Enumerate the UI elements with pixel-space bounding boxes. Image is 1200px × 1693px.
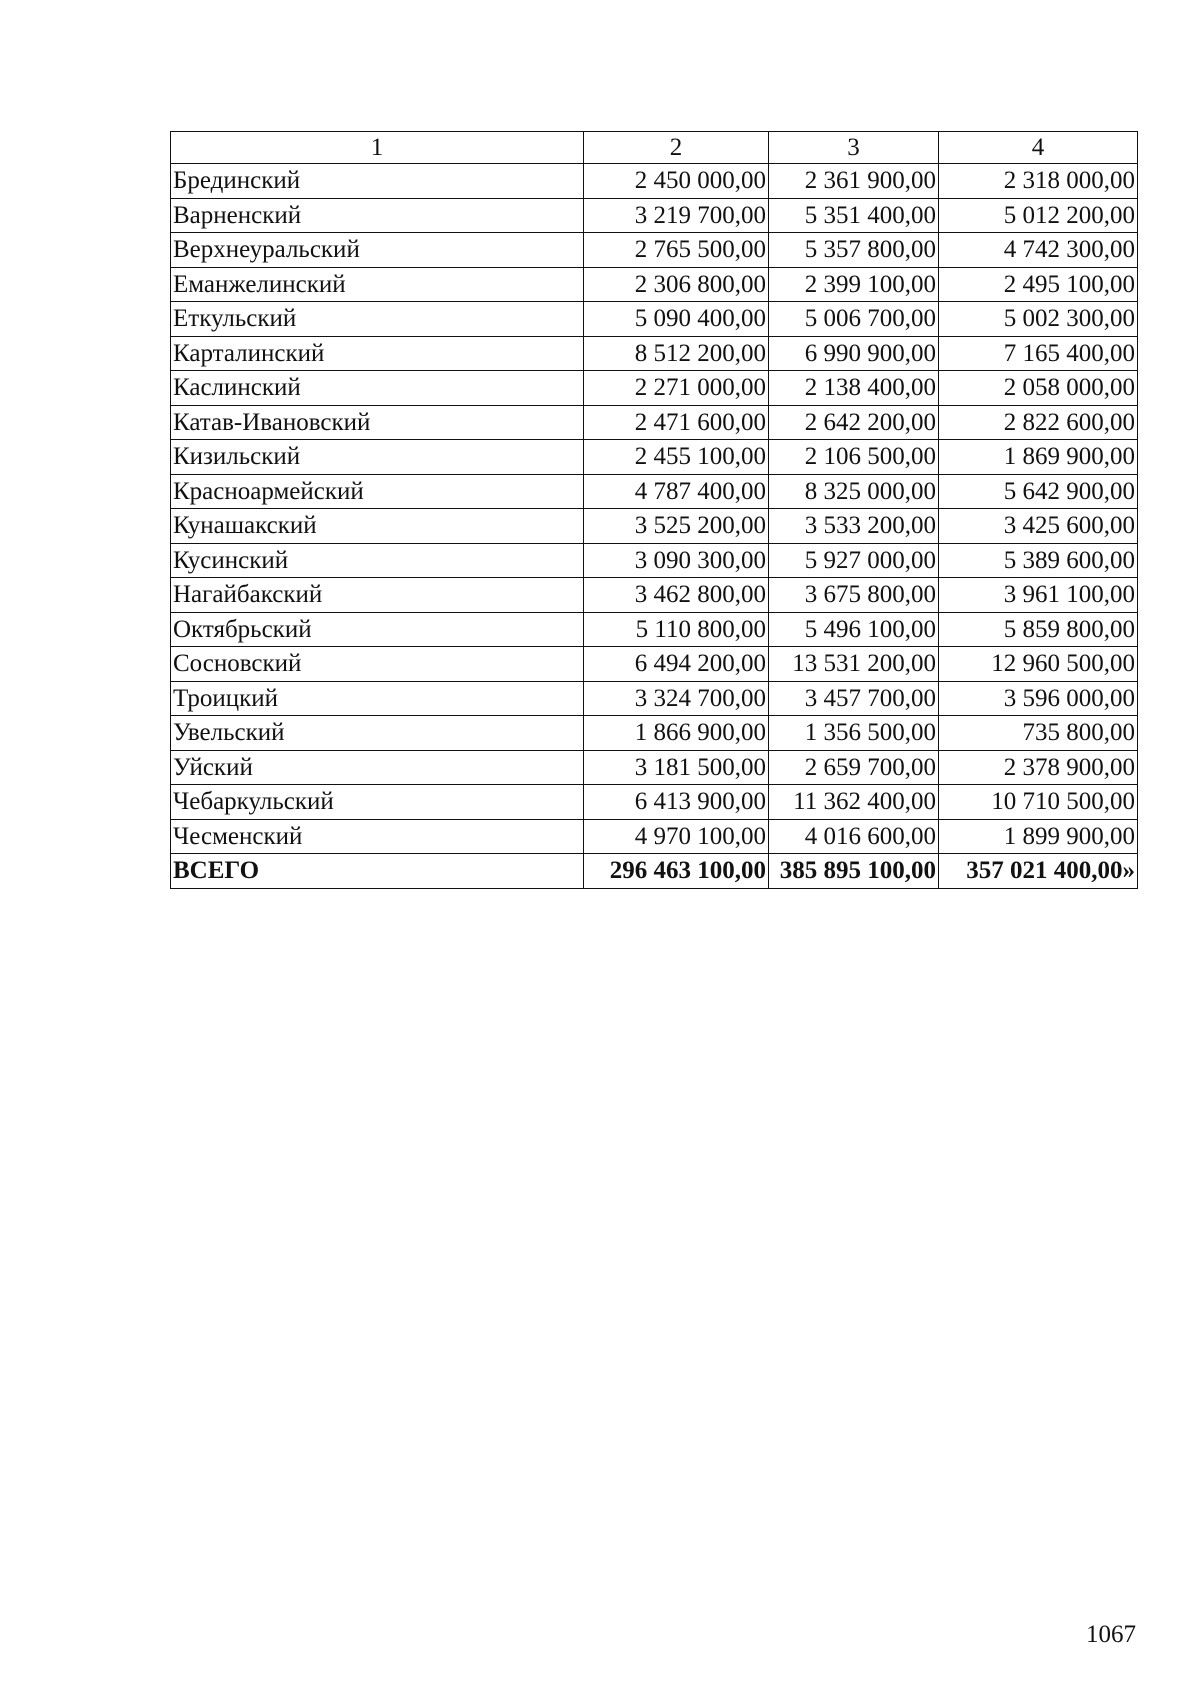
column-header-1: 1 bbox=[171, 132, 584, 164]
page-number: 1067 bbox=[1086, 1621, 1136, 1648]
header-row bbox=[171, 132, 1138, 164]
value-col-3: 5 351 400,00 bbox=[769, 198, 939, 233]
value-col-2: 3 462 800,00 bbox=[584, 578, 769, 613]
value-col-2: 2 306 800,00 bbox=[584, 267, 769, 302]
district-name: Каслинский bbox=[171, 371, 584, 406]
value-col-2: 5 090 400,00 bbox=[584, 302, 769, 337]
value-col-4: 2 318 000,00 bbox=[939, 164, 1138, 199]
value-col-3: 11 362 400,00 bbox=[769, 785, 939, 820]
value-col-3: 8 325 000,00 bbox=[769, 474, 939, 509]
total-col-2: 296 463 100,00 bbox=[584, 854, 769, 889]
district-name: Катав-Ивановский bbox=[171, 405, 584, 440]
district-name: Уйский bbox=[171, 750, 584, 785]
table-row bbox=[171, 302, 1138, 337]
value-col-4: 3 961 100,00 bbox=[939, 578, 1138, 613]
value-col-4: 3 596 000,00 bbox=[939, 681, 1138, 716]
value-col-2: 5 110 800,00 bbox=[584, 612, 769, 647]
column-header-3: 3 bbox=[769, 132, 939, 164]
district-name: Октябрьский bbox=[171, 612, 584, 647]
district-name: Чебаркульский bbox=[171, 785, 584, 820]
district-name: Верхнеуральский bbox=[171, 233, 584, 268]
value-col-3: 2 138 400,00 bbox=[769, 371, 939, 406]
district-name: Еткульский bbox=[171, 302, 584, 337]
value-col-4: 1 869 900,00 bbox=[939, 440, 1138, 475]
value-col-3: 5 927 000,00 bbox=[769, 543, 939, 578]
value-col-3: 3 533 200,00 bbox=[769, 509, 939, 544]
value-col-4: 5 012 200,00 bbox=[939, 198, 1138, 233]
value-col-2: 3 219 700,00 bbox=[584, 198, 769, 233]
table-row bbox=[171, 543, 1138, 578]
value-col-2: 2 455 100,00 bbox=[584, 440, 769, 475]
value-col-2: 1 866 900,00 bbox=[584, 716, 769, 751]
value-col-3: 5 496 100,00 bbox=[769, 612, 939, 647]
value-col-2: 6 413 900,00 bbox=[584, 785, 769, 820]
total-col-3: 385 895 100,00 bbox=[769, 854, 939, 889]
value-col-2: 4 787 400,00 bbox=[584, 474, 769, 509]
value-col-3: 4 016 600,00 bbox=[769, 819, 939, 854]
district-name: Троицкий bbox=[171, 681, 584, 716]
value-col-4: 5 389 600,00 bbox=[939, 543, 1138, 578]
table-row bbox=[171, 750, 1138, 785]
value-col-3: 2 361 900,00 bbox=[769, 164, 939, 199]
district-name: Сосновский bbox=[171, 647, 584, 682]
table-row bbox=[171, 578, 1138, 613]
value-col-3: 2 106 500,00 bbox=[769, 440, 939, 475]
value-col-3: 5 357 800,00 bbox=[769, 233, 939, 268]
value-col-3: 6 990 900,00 bbox=[769, 336, 939, 371]
table-row bbox=[171, 267, 1138, 302]
total-label: ВСЕГО bbox=[171, 854, 584, 889]
table-row bbox=[171, 164, 1138, 199]
table-row bbox=[171, 198, 1138, 233]
table-row bbox=[171, 336, 1138, 371]
district-name: Еманжелинский bbox=[171, 267, 584, 302]
value-col-2: 2 471 600,00 bbox=[584, 405, 769, 440]
table-row bbox=[171, 405, 1138, 440]
district-name: Красноармейский bbox=[171, 474, 584, 509]
budget-table bbox=[170, 131, 1138, 889]
district-name: Кизильский bbox=[171, 440, 584, 475]
value-col-4: 1 899 900,00 bbox=[939, 819, 1138, 854]
value-col-3: 13 531 200,00 bbox=[769, 647, 939, 682]
table-row bbox=[171, 371, 1138, 406]
value-col-2: 3 181 500,00 bbox=[584, 750, 769, 785]
value-col-2: 2 450 000,00 bbox=[584, 164, 769, 199]
table-row bbox=[171, 647, 1138, 682]
column-header-2: 2 bbox=[584, 132, 769, 164]
table-row bbox=[171, 440, 1138, 475]
value-col-3: 5 006 700,00 bbox=[769, 302, 939, 337]
value-col-4: 2 058 000,00 bbox=[939, 371, 1138, 406]
district-name: Нагайбакский bbox=[171, 578, 584, 613]
table-row bbox=[171, 509, 1138, 544]
value-col-4: 12 960 500,00 bbox=[939, 647, 1138, 682]
table-row bbox=[171, 785, 1138, 820]
value-col-2: 2 271 000,00 bbox=[584, 371, 769, 406]
district-name: Чесменский bbox=[171, 819, 584, 854]
value-col-4: 10 710 500,00 bbox=[939, 785, 1138, 820]
value-col-4: 2 822 600,00 bbox=[939, 405, 1138, 440]
value-col-2: 3 090 300,00 bbox=[584, 543, 769, 578]
district-name: Кунашакский bbox=[171, 509, 584, 544]
district-name: Увельский bbox=[171, 716, 584, 751]
value-col-4: 2 495 100,00 bbox=[939, 267, 1138, 302]
value-col-3: 2 399 100,00 bbox=[769, 267, 939, 302]
table-row bbox=[171, 474, 1138, 509]
value-col-3: 3 457 700,00 bbox=[769, 681, 939, 716]
value-col-4: 5 642 900,00 bbox=[939, 474, 1138, 509]
value-col-2: 3 525 200,00 bbox=[584, 509, 769, 544]
table-row bbox=[171, 716, 1138, 751]
district-name: Кусинский bbox=[171, 543, 584, 578]
table-row bbox=[171, 233, 1138, 268]
value-col-4: 3 425 600,00 bbox=[939, 509, 1138, 544]
column-header-4: 4 bbox=[939, 132, 1138, 164]
value-col-2: 4 970 100,00 bbox=[584, 819, 769, 854]
total-row bbox=[171, 854, 1138, 889]
value-col-4: 5 859 800,00 bbox=[939, 612, 1138, 647]
district-name: Карталинский bbox=[171, 336, 584, 371]
value-col-2: 8 512 200,00 bbox=[584, 336, 769, 371]
value-col-4: 5 002 300,00 bbox=[939, 302, 1138, 337]
total-col-4: 357 021 400,00» bbox=[939, 854, 1138, 889]
table-row bbox=[171, 612, 1138, 647]
table-row bbox=[171, 819, 1138, 854]
value-col-3: 2 659 700,00 bbox=[769, 750, 939, 785]
value-col-3: 1 356 500,00 bbox=[769, 716, 939, 751]
value-col-3: 3 675 800,00 bbox=[769, 578, 939, 613]
value-col-4: 2 378 900,00 bbox=[939, 750, 1138, 785]
value-col-4: 735 800,00 bbox=[939, 716, 1138, 751]
table-row bbox=[171, 681, 1138, 716]
district-name: Варненский bbox=[171, 198, 584, 233]
district-name: Брединский bbox=[171, 164, 584, 199]
value-col-2: 3 324 700,00 bbox=[584, 681, 769, 716]
value-col-2: 2 765 500,00 bbox=[584, 233, 769, 268]
value-col-3: 2 642 200,00 bbox=[769, 405, 939, 440]
value-col-2: 6 494 200,00 bbox=[584, 647, 769, 682]
value-col-4: 4 742 300,00 bbox=[939, 233, 1138, 268]
value-col-4: 7 165 400,00 bbox=[939, 336, 1138, 371]
